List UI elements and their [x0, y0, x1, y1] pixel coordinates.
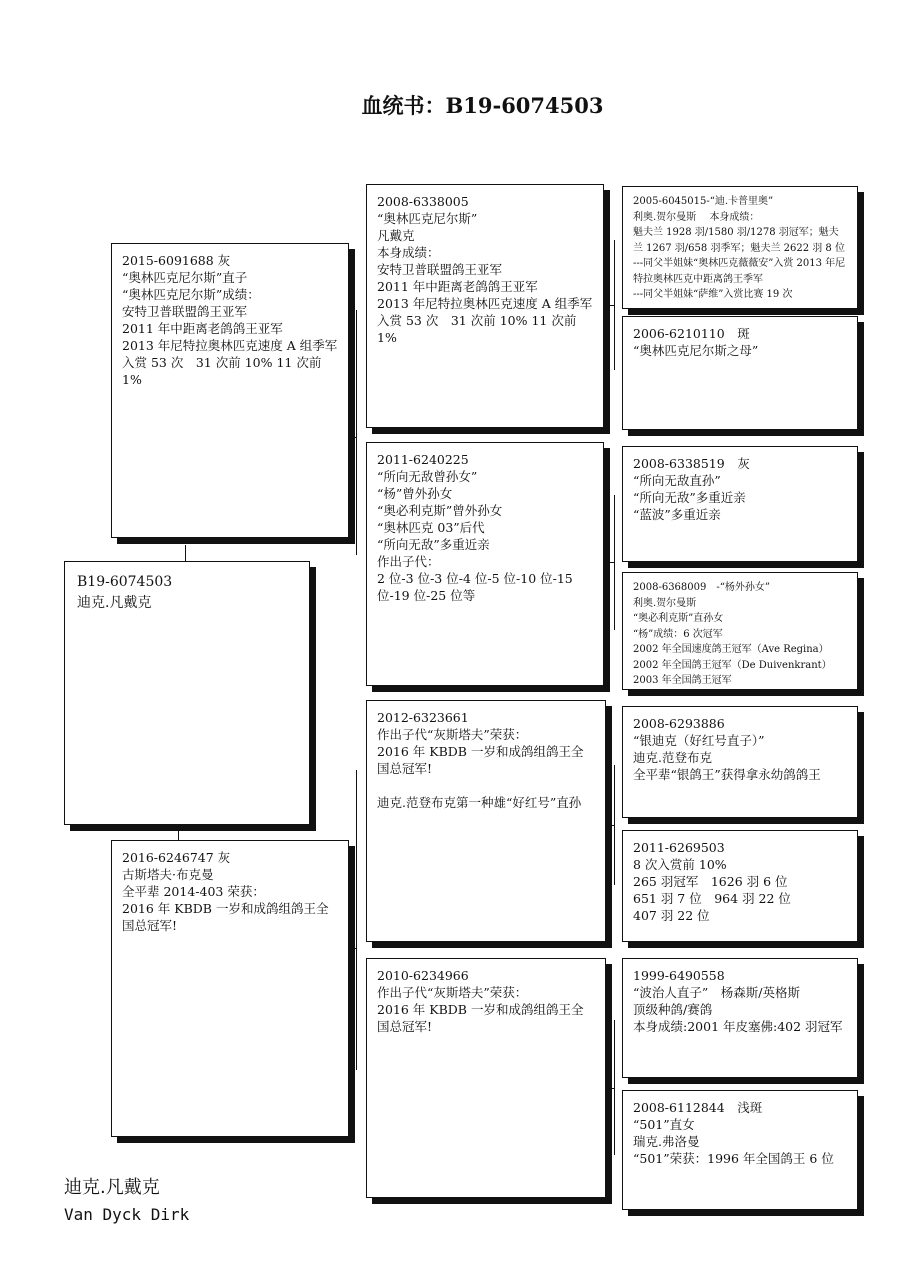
- pedigree-line: 本身成绩:2001 年皮塞佛:402 羽冠军: [633, 1019, 843, 1034]
- dam-sire-box: [366, 700, 606, 942]
- connector-line: [604, 562, 614, 563]
- pedigree-line: [377, 777, 595, 794]
- pedigree-line: 利奥.贺尔曼斯 本身成绩：: [633, 211, 760, 223]
- connector-line: [349, 948, 357, 949]
- pedigree-line: 全平辈 2014-403 荣获：: [122, 884, 265, 899]
- connector-line: [614, 240, 615, 370]
- pedigree-line: “蓝波”多重近亲: [633, 507, 721, 522]
- pedigree-line: 全平辈“银鸽王”获得拿永幼鸽鸽王: [633, 767, 821, 782]
- pedigree-line: 265 羽冠军 1626 羽 6 位: [633, 874, 788, 889]
- sire-box: [111, 243, 349, 538]
- pedigree-line: 作出子代“灰斯塔夫”荣获：: [377, 727, 528, 742]
- pedigree-line: 入赏 53 次 31 次前 10% 11 次前 1%: [377, 313, 581, 345]
- breeder-name-cn: 迪克.凡戴克: [64, 1177, 160, 1198]
- dam-dam-sire-box: [622, 958, 858, 1078]
- pedigree-line: 651 羽 7 位 964 羽 22 位: [633, 891, 791, 906]
- pedigree-line: “奥林匹克尼尔斯”直子: [122, 270, 248, 285]
- connector-line: [606, 825, 614, 826]
- pedigree-line: 2013 年尼特拉奥林匹克速度 A 组季军: [377, 296, 593, 311]
- pedigree-line: 2003 年全国鸽王冠军: [633, 675, 732, 686]
- pedigree-line: 安特卫普联盟鸽王亚军: [122, 304, 248, 319]
- pedigree-line: 利奥.贺尔曼斯: [633, 597, 697, 609]
- pedigree-line: 1999-6490558: [633, 968, 725, 983]
- pedigree-line: 2008-6338519 灰: [633, 456, 750, 471]
- sire-dam-sire-box: [622, 446, 858, 562]
- connector-line: [604, 305, 614, 306]
- dam-box: [111, 840, 349, 1137]
- sire-sire-sire-box: [622, 186, 858, 309]
- pedigree-line: 作出子代：: [377, 554, 440, 569]
- pedigree-line: 迪克.范登布克第一种雄“好红号”直孙: [377, 795, 582, 810]
- pedigree-line: 2008-6293886: [633, 716, 725, 731]
- pedigree-line: “奥必利克斯”直孙女: [633, 613, 724, 624]
- page-title: 血统书：B19-6074503: [361, 93, 604, 118]
- pedigree-line: 作出子代“灰斯塔夫”荣获：: [377, 985, 528, 1000]
- pedigree-line: “所向无敌”多重近亲: [377, 537, 490, 552]
- pedigree-line: 瑞克.弗洛曼: [633, 1134, 700, 1149]
- pedigree-line: “奥林匹克 03”后代: [377, 520, 485, 535]
- pedigree-line: 2002 年全国鸽王冠军（De Duivenkrant）: [633, 659, 832, 671]
- pedigree-line: 本身成绩：: [377, 245, 440, 260]
- pedigree-line: “银迪克（好红号直子）”: [633, 733, 765, 748]
- pedigree-line: 2005-6045015-“迪.卡普里奥”: [633, 196, 774, 207]
- pedigree-line: B19-6074503: [77, 574, 173, 590]
- pedigree-line: 2011-6269503: [633, 840, 725, 855]
- pigeon-box: [64, 561, 310, 825]
- pedigree-line: 凡戴克: [377, 228, 415, 243]
- pedigree-line: “501”直女: [633, 1117, 695, 1132]
- pedigree-line: 安特卫普联盟鸽王亚军: [377, 262, 503, 277]
- pedigree-line: “所向无敌曾孙女”: [377, 469, 478, 484]
- dam-sire-dam-box: [622, 830, 858, 942]
- pedigree-line: 迪克.凡戴克: [77, 595, 152, 611]
- pedigree-line: “波治人直子” 杨森斯/英格斯: [633, 985, 800, 1000]
- breeder-name-en: Van Dyck Dirk: [64, 1205, 190, 1224]
- sire-dam-box: [366, 442, 604, 686]
- dam-sire-sire-box: [622, 706, 858, 818]
- pedigree-line: “奥林匹克尼尔斯”成绩：: [122, 287, 260, 302]
- dam-dam-dam-box: [622, 1090, 858, 1210]
- pedigree-line: 2008-6338005: [377, 194, 469, 209]
- connector-line: [356, 770, 357, 1070]
- connector-line: [356, 310, 357, 555]
- pedigree-line: 2011 年中距离老鸽鸽王亚军: [377, 279, 538, 294]
- connector-line: [185, 545, 186, 561]
- pedigree-line: 迪克.范登布克: [633, 750, 712, 765]
- pedigree-line: 8 次入赏前 10%: [633, 857, 727, 872]
- pedigree-line: 2013 年尼特拉奥林匹克速度 A 组季军: [122, 338, 338, 353]
- pedigree-line: ---同父半姐妹“奥林匹克薇薇安”入赏 2013 年尼特拉奥林匹克中距离鸽王季军: [633, 258, 846, 285]
- pedigree-line: 2008-6368009 -“杨外孙女”: [633, 582, 770, 593]
- pedigree-line: “所向无敌直孙”: [633, 473, 721, 488]
- connector-line: [178, 825, 179, 840]
- pedigree-line: 2016 年 KBDB 一岁和成鸽组鸽王全国总冠军!: [377, 744, 584, 776]
- pedigree-line: “奥林匹克尼尔斯”: [377, 211, 478, 226]
- pedigree-line: “所向无敌”多重近亲: [633, 490, 746, 505]
- connector-line: [614, 765, 615, 885]
- pedigree-line: 2010-6234966: [377, 968, 469, 983]
- pedigree-line: 顶级种鸽/赛鸽: [633, 1002, 713, 1017]
- pedigree-line: 古斯塔夫·布克曼: [122, 867, 214, 882]
- sire-sire-dam-box: [622, 316, 858, 430]
- pedigree-line: 2012-6323661: [377, 710, 469, 725]
- pedigree-line: 2015-6091688 灰: [122, 253, 231, 268]
- pedigree-line: 2016-6246747 灰: [122, 850, 231, 865]
- pedigree-line: 2016 年 KBDB 一岁和成鸽组鸽王全国总冠军!: [377, 1002, 584, 1034]
- pedigree-line: ---同父半姐妹“萨维”入赏比赛 19 次: [633, 289, 793, 300]
- pedigree-line: 2 位-3 位-3 位-4 位-5 位-10 位-15 位-19 位-25 位等: [377, 571, 577, 603]
- connector-line: [349, 437, 357, 438]
- pedigree-line: 407 羽 22 位: [633, 908, 710, 923]
- connector-line: [606, 1088, 614, 1089]
- sire-dam-dam-box: [622, 572, 858, 690]
- connector-line: [614, 1020, 615, 1155]
- sire-sire-box: [366, 184, 604, 428]
- pedigree-line: “奥必利克斯”曾外孙女: [377, 503, 503, 518]
- dam-dam-box: [366, 958, 606, 1198]
- pedigree-line: “杨”曾外孙女: [377, 486, 453, 501]
- connector-line: [614, 495, 615, 630]
- pedigree-line: “501”荣获：1996 年全国鸽王 6 位: [633, 1151, 834, 1166]
- pedigree-line: 2011 年中距离老鸽鸽王亚军: [122, 321, 283, 336]
- pedigree-line: 2006-6210110 斑: [633, 326, 750, 341]
- pedigree-line: 入赏 53 次 31 次前 10% 11 次前 1%: [122, 355, 326, 387]
- pedigree-line: “奥林匹克尼尔斯之母”: [633, 343, 759, 358]
- pedigree-line: 2011-6240225: [377, 452, 469, 467]
- pedigree-line: “杨”成绩：6 次冠军: [633, 628, 723, 640]
- pedigree-line: 魁夫兰 1928 羽/1580 羽/1278 羽冠军；魁夫兰 1267 羽/658 羽季军；魁夫兰 2622 羽 8 位: [633, 227, 845, 254]
- pedigree-line: 2002 年全国速度鸽王冠军（Ave Regina）: [633, 644, 829, 655]
- pedigree-line: 2008-6112844 浅斑: [633, 1100, 763, 1115]
- pedigree-line: 2016 年 KBDB 一岁和成鸽组鸽王全国总冠军!: [122, 901, 329, 933]
